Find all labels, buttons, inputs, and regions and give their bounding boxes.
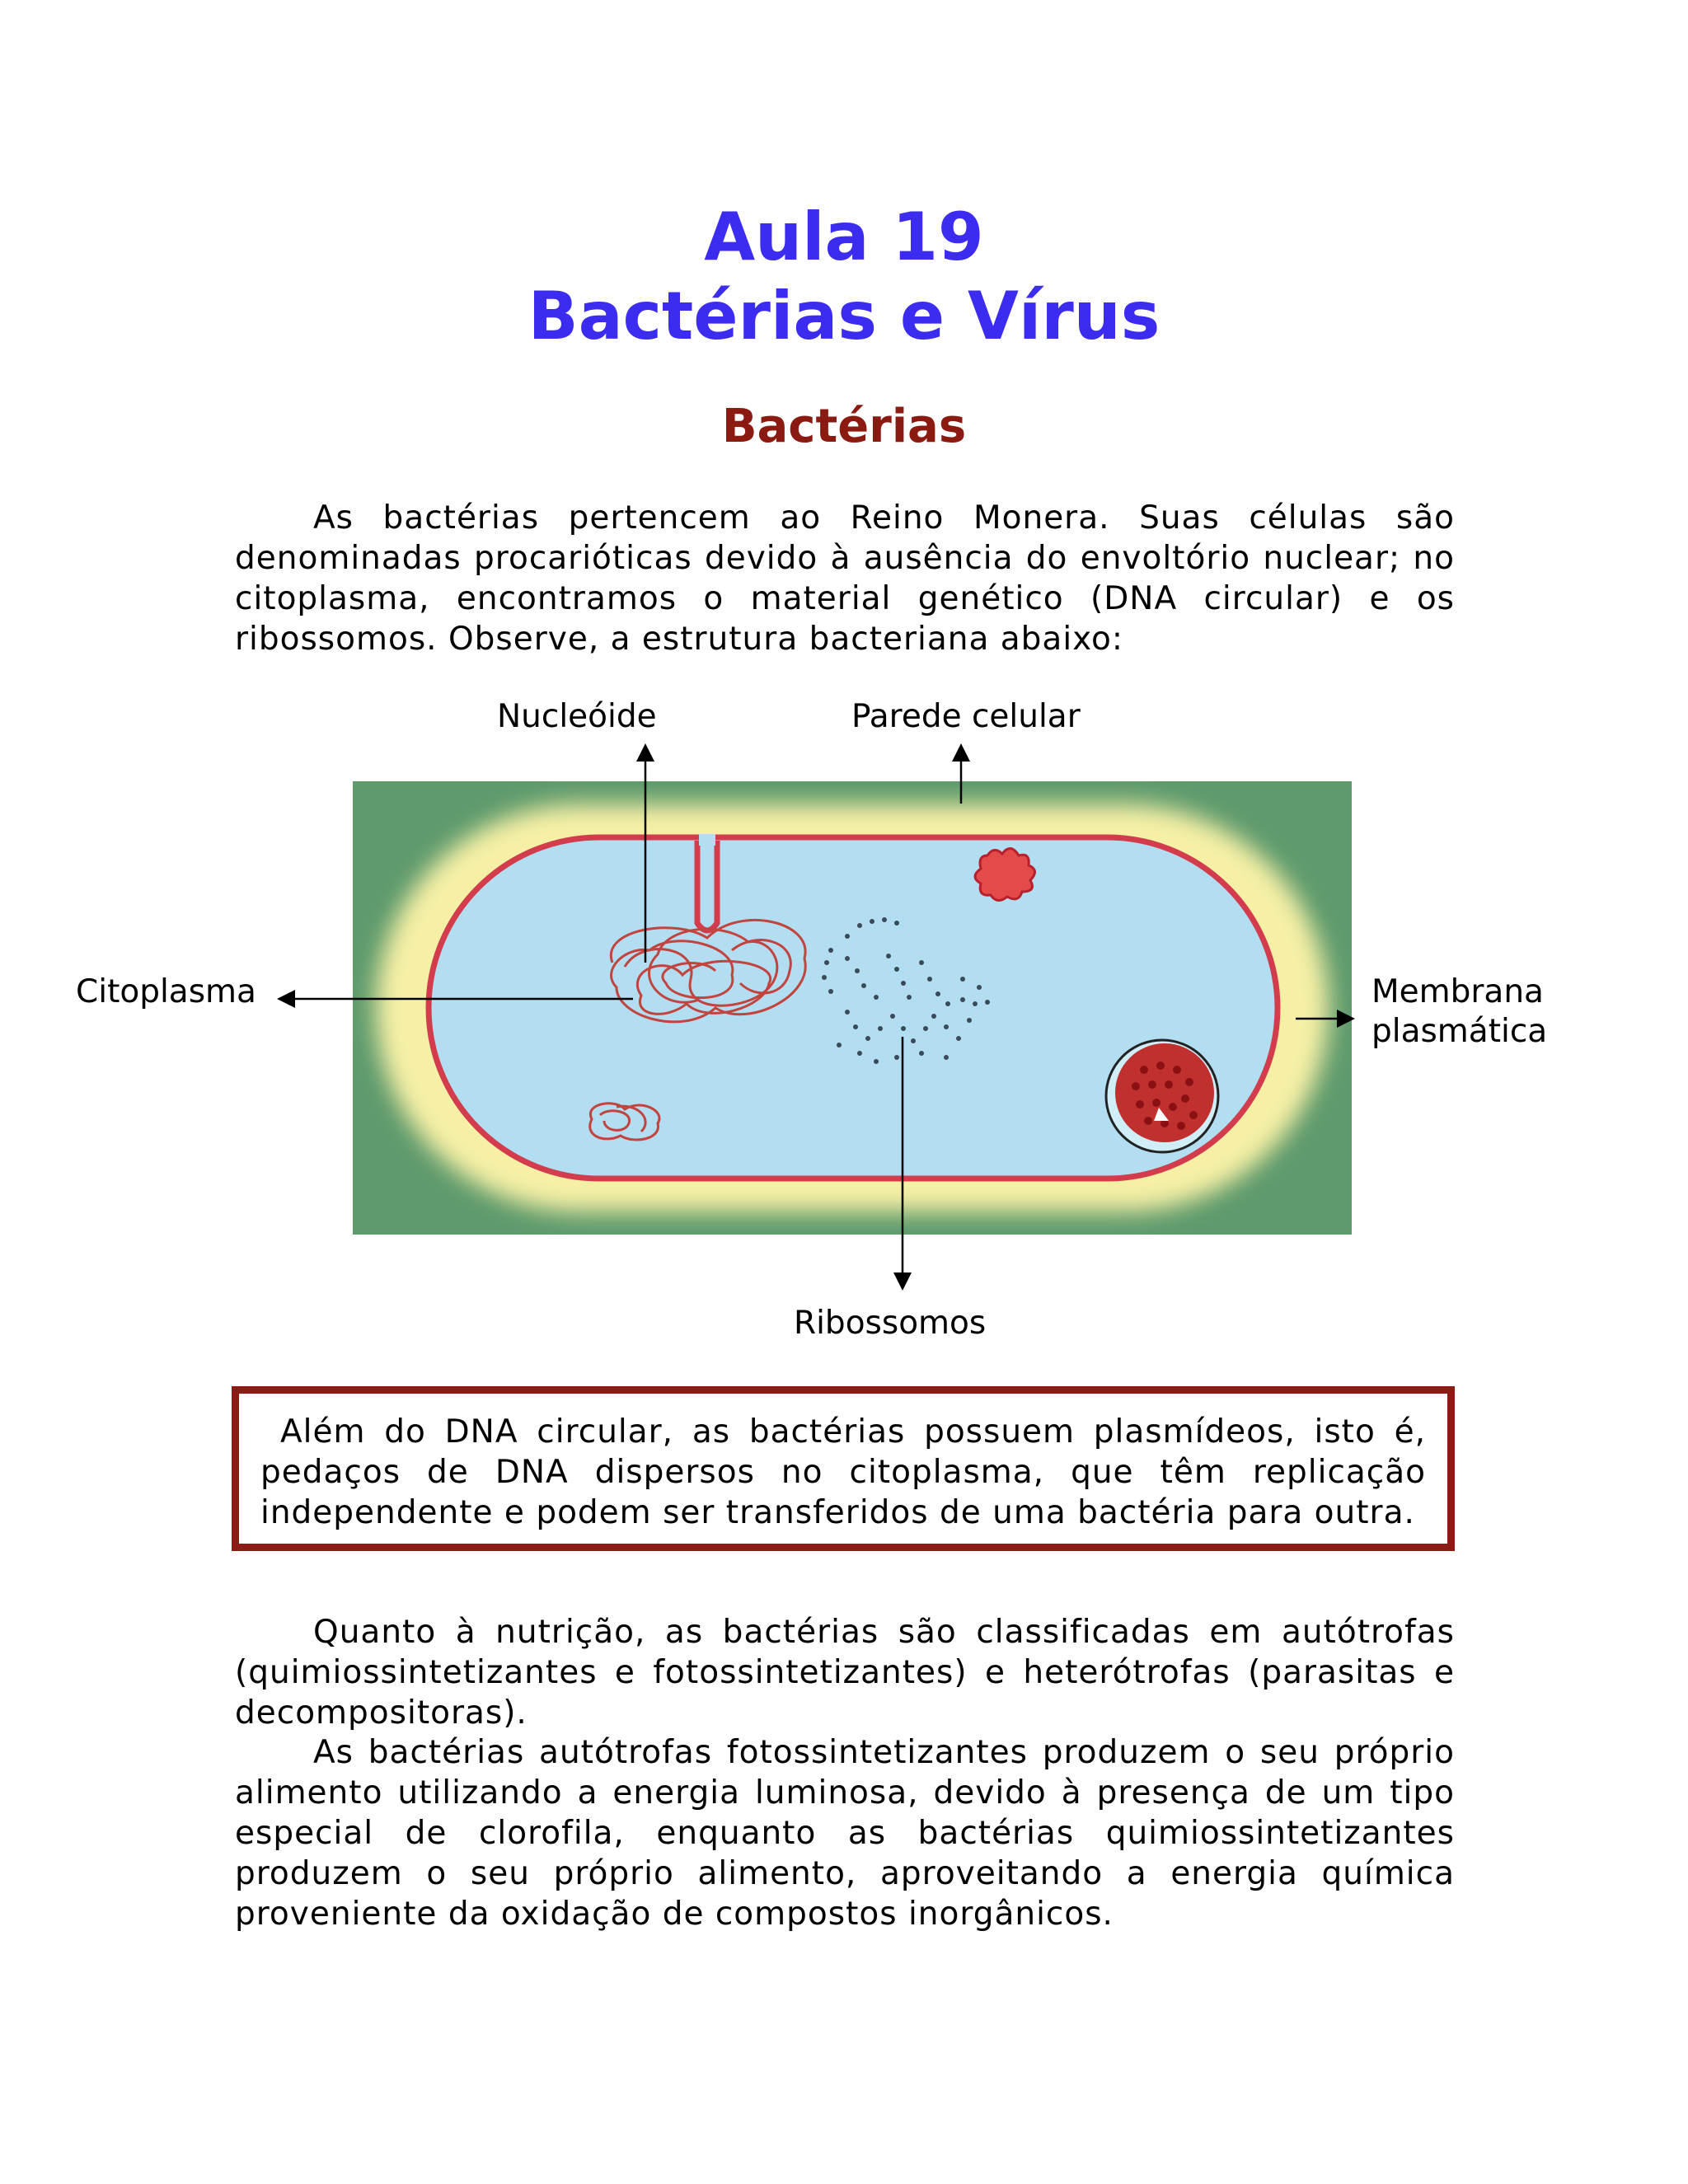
section-heading-bacterias: Bactérias (721, 400, 967, 453)
label-citoplasma: Citoplasma (76, 973, 256, 1010)
mesosome-cluster (975, 848, 1035, 900)
nutrition-paragraph: Quanto à nutrição, as bactérias são classificadas em autótrofas (quimiossintetizantes e fotossintetizantes) e heterótrofas (parasitas e decompositoras). (235, 1614, 1455, 1732)
nucleoide-arrowhead (636, 743, 654, 762)
title-line-1: Aula 19 (704, 199, 984, 275)
title-line-2: Bactérias e Vírus (528, 278, 1160, 354)
label-parede-celular: Parede celular (851, 698, 1081, 735)
parede-arrowhead (952, 743, 970, 762)
label-nucleoide: Nucleóide (497, 698, 657, 735)
citoplasma-arrowhead (277, 990, 295, 1008)
callout-text: Além do DNA circular, as bactérias possuem plasmídeos, isto é, pedaços de DNA dispersos no citoplasma, que têm replicação independente e podem ser transferidos de uma bactéria para outra. (260, 1413, 1426, 1531)
label-membrana-line2: plasmática (1372, 1013, 1548, 1050)
label-membrana-plasmatica (1372, 972, 1547, 1052)
plasmid-callout-box (232, 1386, 1455, 1551)
mesosome-fold (697, 841, 717, 930)
bacteria-cell-diagram (353, 781, 1352, 1235)
intro-paragraph: As bactérias pertencem ao Reino Monera. Suas células são denominadas procarióticas devido à ausência do envoltório nuclear; no citoplasma, encontramos o material genético (DNA circular) e os ribossomos. Observe, a estrutura bacteriana abaixo: (235, 499, 1455, 658)
autotrophs-paragraph: As bactérias autótrofas fotossintetizantes produzem o seu próprio alimento utilizando a energia luminosa, devido à presença de um tipo especial de clorofila, enquanto as bactérias quimiossintetizantes produzem o seu próprio alimento, aproveitando a energia química proveniente da oxidação de compostos inorgânicos. (235, 1734, 1455, 1933)
inclusion-granule (1106, 1040, 1218, 1152)
label-ribossomos: Ribossomos (794, 1305, 987, 1342)
label-membrana-line1: Membrana (1372, 973, 1544, 1010)
ribossomos-arrowhead (893, 1272, 912, 1291)
